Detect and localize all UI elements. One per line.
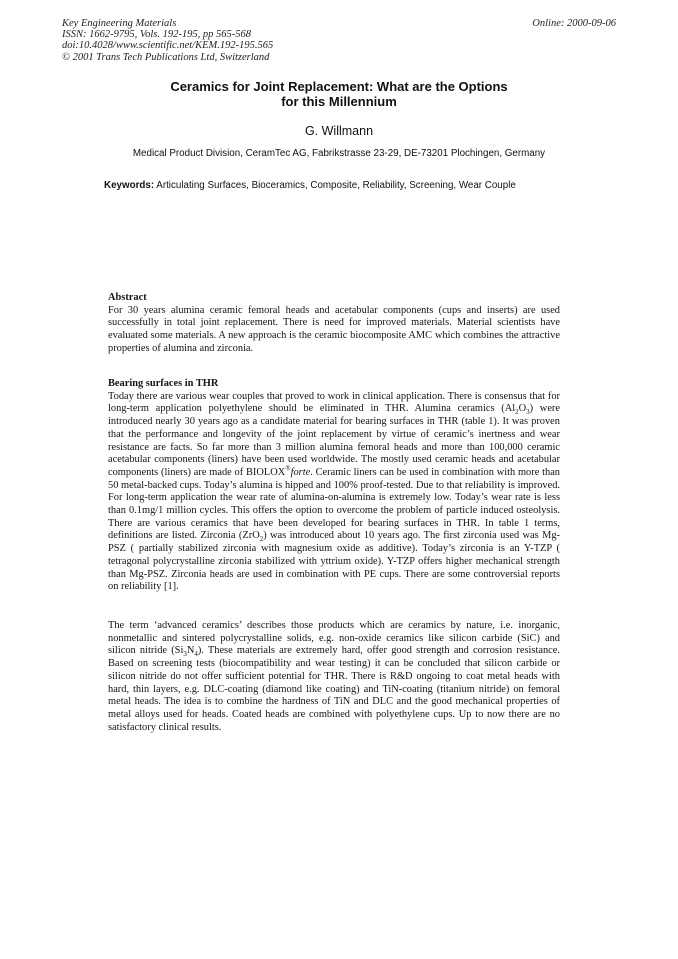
bearing-heading: Bearing surfaces in THR: [108, 378, 219, 389]
advanced-sub-1: 3: [183, 650, 187, 659]
journal-header: [62, 18, 273, 63]
bearing-text-5: ) was introduced about 10 years ago. The first zirconia used was Mg-PSZ ( partially stabilized zirconia with magnesium oxide as additive). Today’s zirconia is an Y-TZP ( tetragonal polycrystalline zirconia stabilized with yttrium oxide). Y-TZP offers higher mechanical strength than Mg-PSZ. Zirconia heads are used in combination with PE cups. There are some controversial reports on reliability [1].: [108, 530, 560, 593]
bearing-section: [108, 378, 560, 594]
forte-text: forte: [290, 466, 311, 478]
abstract-text: For 30 years alumina ceramic femoral heads and acetabular components (cups and inserts) are used successfully in total joint replacement. There is need for improved materials. Material scientists have evaluated some materials. A new approach is the ceramic biocomposite AMC which combines the attractive properties of alumina and zirconia.: [108, 304, 560, 354]
journal-name: Key Engineering Materials: [62, 18, 177, 29]
registered-mark: ®: [285, 464, 291, 473]
advanced-sub-2: 4: [194, 650, 198, 659]
online-date: Online: 2000-09-06: [532, 18, 616, 29]
keywords: [104, 180, 516, 191]
bearing-text-2: O: [518, 403, 527, 415]
affiliation: Medical Product Division, CeramTec AG, Fabrikstrasse 23-29, DE-73201 Plochingen, Germany: [132, 148, 546, 159]
bearing-sub-2: 3: [526, 408, 530, 417]
keywords-label: Keywords:: [104, 180, 155, 191]
bearing-sub-3: 2: [259, 535, 264, 544]
author: G. Willmann: [304, 124, 374, 138]
abstract-heading: Abstract: [108, 292, 147, 303]
title-line-1: Ceramics for Joint Replacement: What are the Options: [170, 79, 508, 94]
advanced-paragraph: [108, 620, 560, 734]
bearing-text-1: Today there are various wear couples that proved to work in clinical application. There is consensus that for long-term application polyethylene should be eliminated in THR. Alumina ceramics (Al: [108, 390, 560, 415]
issn-line: ISSN: 1662-9795, Vols. 192-195, pp 565-568: [62, 29, 251, 41]
advanced-text-1: The term ‘advanced ceramics’ describes those products which are ceramics by nature, i.e. inorganic, nonmetallic and sintered polycrystalline solids, e.g. non-oxide ceramics like silicon carbide (SiC) and silicon nitride (Si: [108, 620, 560, 657]
abstract-section: [108, 292, 560, 356]
advanced-ceramics-section: [108, 620, 560, 734]
doi-line: doi:10.4028/www.scientific.net/KEM.192-195.565: [62, 40, 274, 52]
bearing-text-3: ) were introduced nearly 30 years ago as a candidate material for bearing surfaces in THR (table 1). It was proven that the performance and longevity of the joint replacement by virtue of ceramic’s inertness and wear resistance are facts. So far more than 3 million alumina femoral heads and more than 100,000 ceramic acetabular components (liners) have been used worldwide. The mostly used ceramic heads and acetabular components (liners) are made of BIOLOX: [108, 403, 560, 478]
keywords-text: Articulating Surfaces, Bioceramics, Composite, Reliability, Screening, Wear Couple: [156, 180, 516, 191]
bearing-text-4: . Ceramic liners can be used in combination with more than 50 metal-backed cups. Today’s alumina is hipped and 100% proof-tested. Due to that reliability is improved. For long-term application the wear rate of alumina-on-alumina is extremely low. Today’s wear rate is less than 0.1mg/1 million cycles. This offers the option to overcome the problem of particle induced osteolysis. There are various ceramics that have been developed for bearing surfaces in THR. In table 1 terms, definitions are listed. Zirconia (ZrO: [108, 466, 560, 542]
advanced-text-2: N: [186, 645, 195, 657]
title-line-2: for this Millennium: [281, 94, 397, 109]
copyright-line: © 2001 Trans Tech Publications Ltd, Switzerland: [62, 51, 270, 63]
paper-title: [100, 79, 578, 109]
bearing-paragraph: [108, 391, 560, 594]
advanced-text-3: ). These materials are extremely hard, offer good strength and corrosion resistance. Based on screening tests (biocompatibility and wear testing) it can be concluded that silicon carbide or silicon nitride do not offer sufficient potential for THR. There is R&D ongoing to coat metal heads with hard, thin layers, e.g. DLC-coating (diamond like coating) and TiN-coating (titanium nitride) on femoral metal heads. The idea is to combine the hardness of TiN and DLC and the good mechanical properties of metal alloys used for heads. Coated heads are combined with polyethylene cups. Up to now there are no satisfactory clinical results.: [108, 645, 560, 733]
bearing-sub-1: 2: [515, 408, 519, 417]
